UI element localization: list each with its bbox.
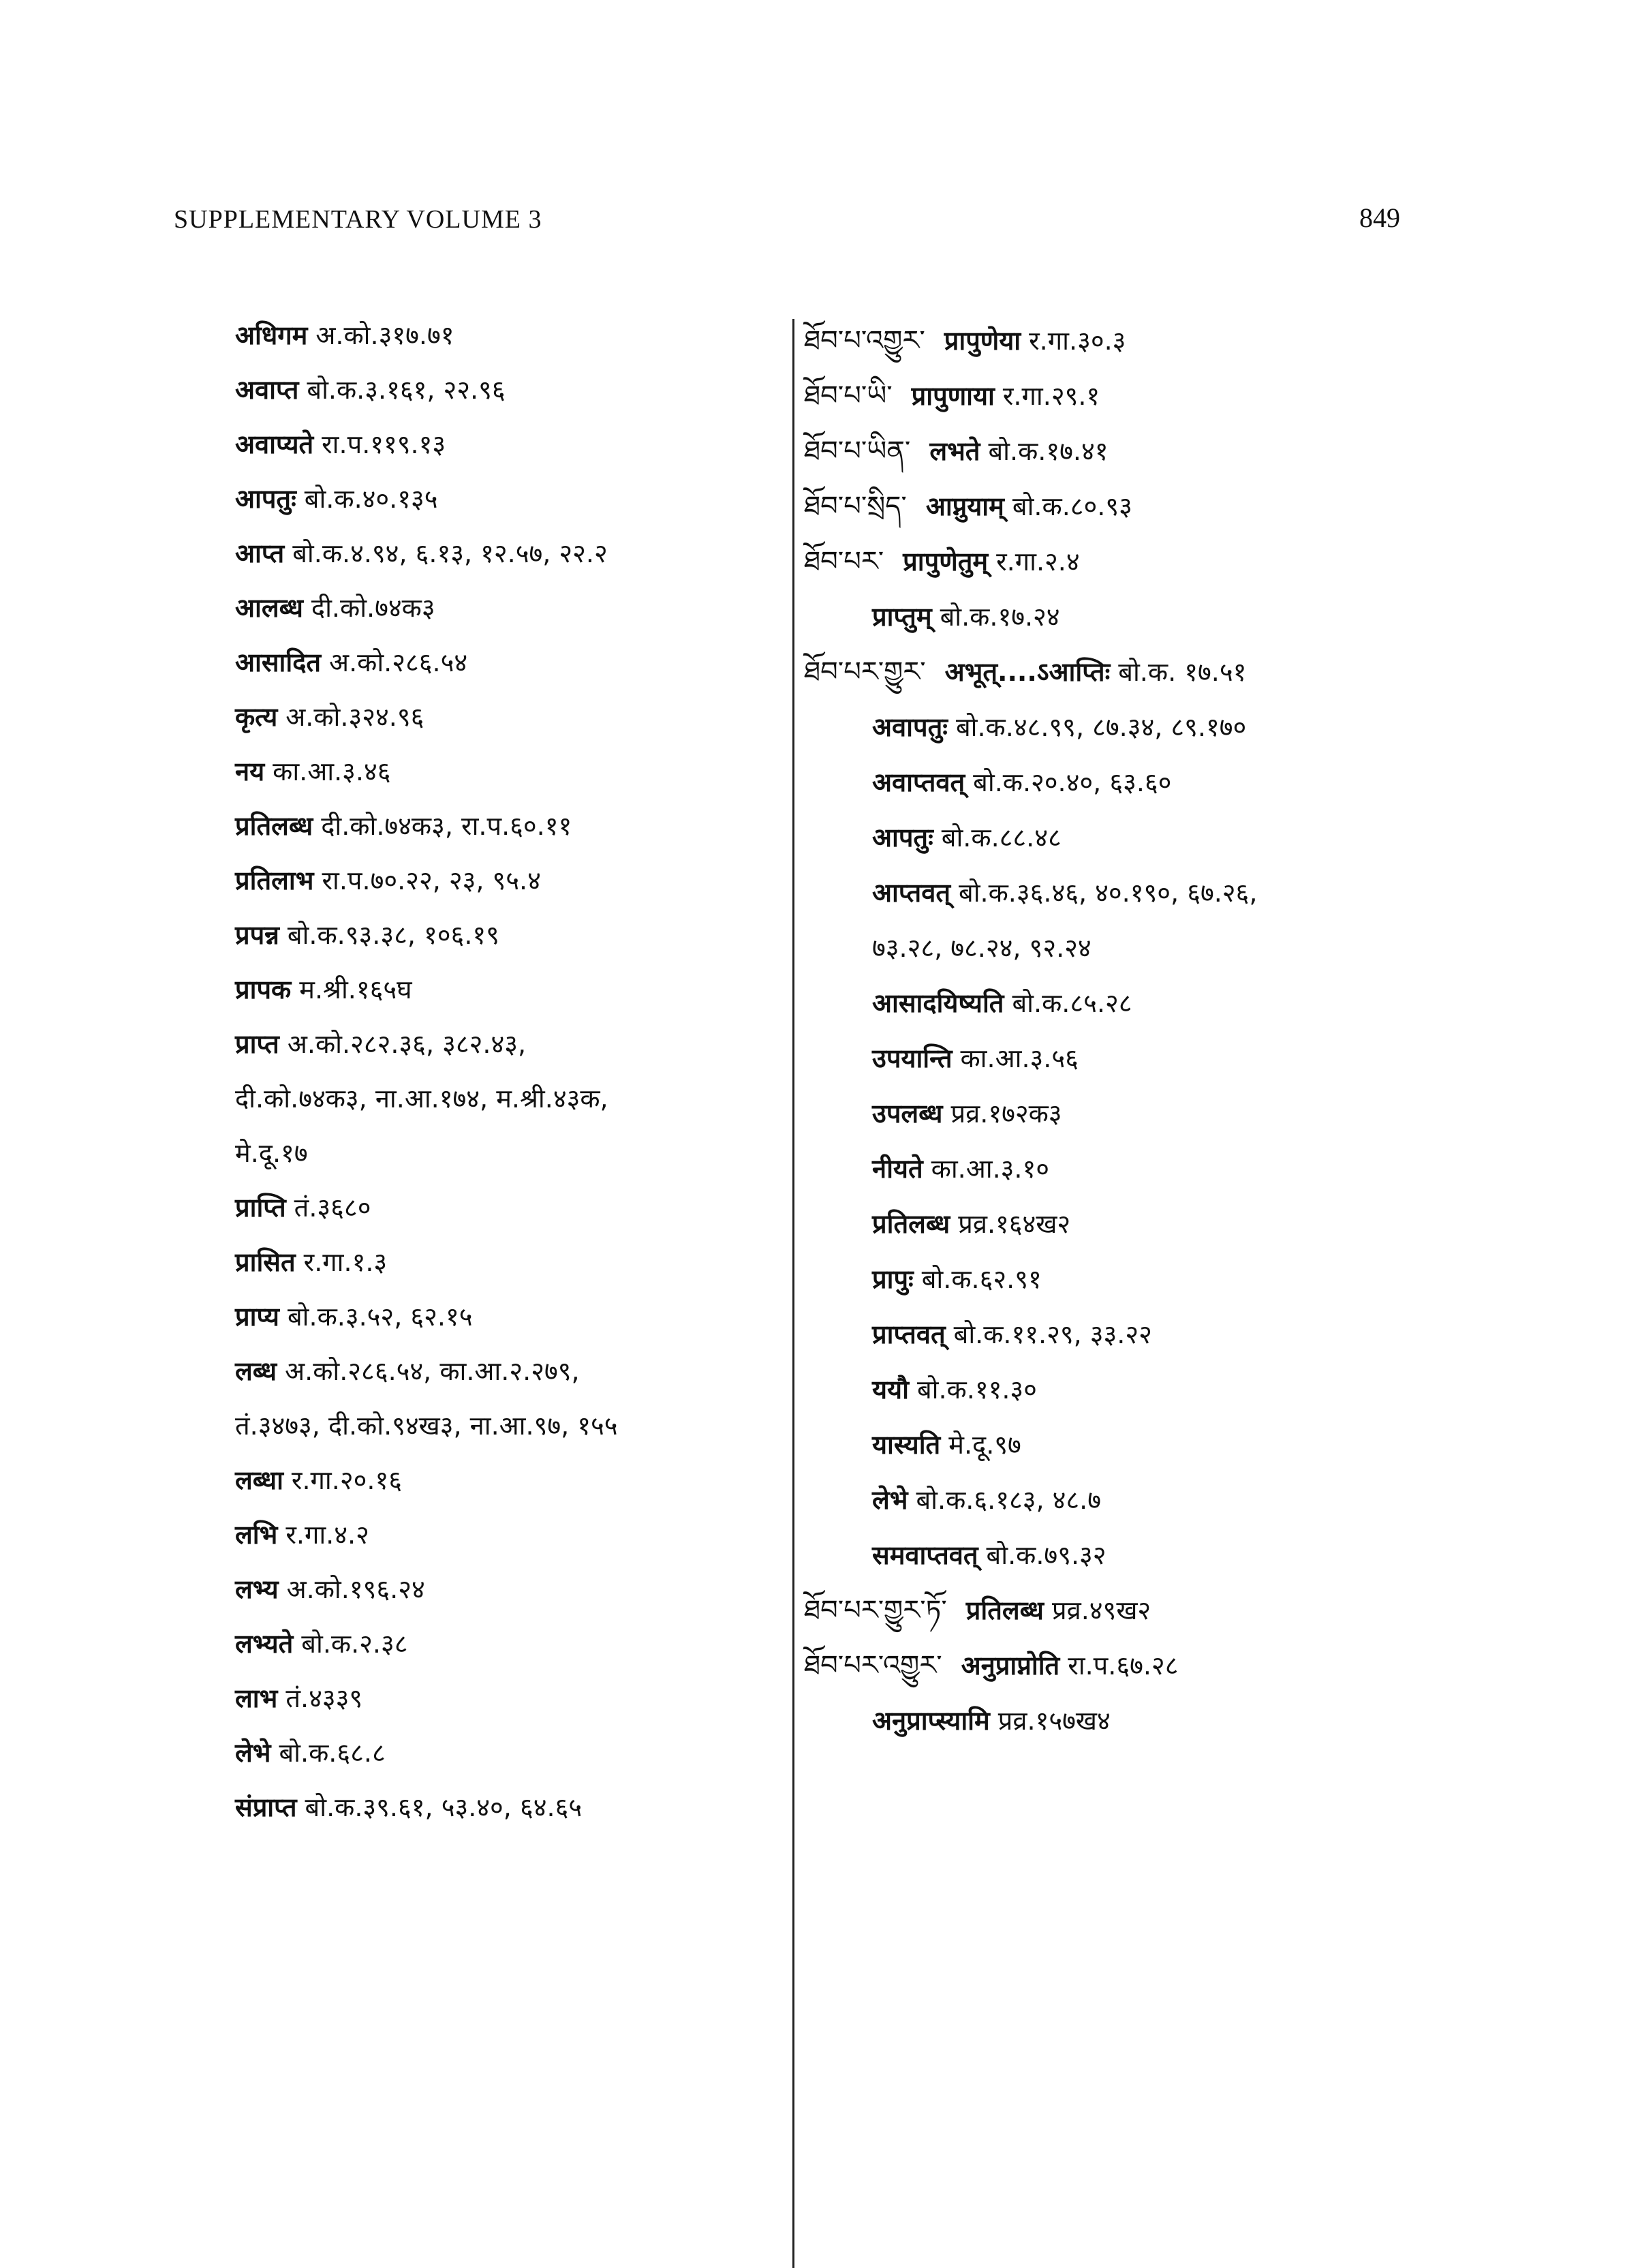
reference: र.गा.२९.१ bbox=[1002, 381, 1100, 411]
entry-line bbox=[804, 1418, 1417, 1473]
reference: र.गा.१.३ bbox=[303, 1247, 388, 1277]
entry-line bbox=[804, 1473, 1417, 1528]
right-column bbox=[804, 313, 1417, 1749]
reference: बो.क.३६.४६, ४०.१९०, ६७.२६, bbox=[959, 878, 1258, 908]
entry-line bbox=[235, 1398, 780, 1453]
entry-line bbox=[804, 479, 1417, 534]
reference: र.गा.३०.३ bbox=[1029, 326, 1126, 356]
reference: अ.को.३१७.७१ bbox=[315, 320, 454, 350]
reference: बो.क.८०.९३ bbox=[1012, 491, 1132, 521]
entry-line bbox=[235, 1071, 780, 1126]
entry-line bbox=[804, 1307, 1417, 1362]
entry-line bbox=[235, 853, 780, 908]
reference: बो.क.४.९४, ६.१३, १२.५७, २२.२ bbox=[292, 538, 608, 568]
headword: प्रासित bbox=[235, 1247, 296, 1277]
headword: लभि bbox=[235, 1520, 278, 1550]
entry-line bbox=[235, 1235, 780, 1289]
headword: ययौ bbox=[872, 1375, 909, 1405]
running-head: SUPPLEMENTARY VOLUME 3 bbox=[174, 205, 542, 234]
headword: अनुप्राप्नोति bbox=[961, 1651, 1060, 1681]
reference: बो.क.९३.३८, १०६.१९ bbox=[287, 920, 499, 950]
headword: आप्तवत् bbox=[872, 878, 950, 908]
entry-line bbox=[235, 1180, 780, 1235]
headword: प्राप्तुम् bbox=[872, 602, 932, 632]
reference: मे.दू.९७ bbox=[948, 1430, 1021, 1460]
reference: बो.क.१७.४१ bbox=[988, 436, 1109, 466]
headword: आसादयिष्यति bbox=[872, 988, 1004, 1018]
headword: आपतुः bbox=[872, 823, 933, 853]
entry-line bbox=[804, 1141, 1417, 1197]
entry-line bbox=[235, 526, 780, 581]
entry-line bbox=[235, 1671, 780, 1726]
left-column bbox=[235, 308, 780, 1835]
headword: उपलब्ध bbox=[872, 1099, 943, 1129]
tibetan-term: ཐོབ་པ་ཡིན་ bbox=[804, 435, 911, 467]
reference: प्रव्र.४९ख२ bbox=[1051, 1595, 1151, 1625]
reference: अ.को.२८६.५४, का.आ.२.२७९, bbox=[285, 1356, 580, 1386]
reference: अ.को.२८२.३६, ३८२.४३, bbox=[287, 1029, 527, 1059]
entry-line bbox=[235, 581, 780, 635]
entry-line bbox=[235, 908, 780, 962]
headword: अवाप्यते bbox=[235, 429, 314, 459]
headword: प्रापुणेतुम् bbox=[903, 547, 989, 577]
entry-line bbox=[235, 1616, 780, 1671]
reference: अ.को.३२४.९६ bbox=[285, 702, 424, 732]
headword: अभूत्....ऽआप्तिः bbox=[944, 657, 1111, 687]
reference: बो.क.११.२९, ३३.२२ bbox=[953, 1319, 1152, 1349]
reference: रा.प.११९.१३ bbox=[322, 429, 446, 459]
headword: आसादित bbox=[235, 647, 322, 677]
headword: प्रतिलब्ध bbox=[965, 1595, 1044, 1625]
entry-line bbox=[235, 744, 780, 799]
entry-line bbox=[804, 1252, 1417, 1307]
reference: र.गा.४.२ bbox=[285, 1520, 369, 1550]
entry-line bbox=[235, 1453, 780, 1507]
headword: प्राप्य bbox=[235, 1302, 279, 1332]
headword: कृत्य bbox=[235, 702, 278, 732]
headword: प्राप्तवत् bbox=[872, 1319, 946, 1349]
headword: अवाप्तवत् bbox=[872, 767, 965, 797]
headword: नय bbox=[235, 756, 265, 786]
headword: लाभ bbox=[235, 1683, 278, 1713]
headword: प्राप्त bbox=[235, 1029, 279, 1059]
headword: आपतुः bbox=[235, 484, 296, 514]
reference: प्रव्र.१७२क३ bbox=[950, 1099, 1062, 1129]
entry-line bbox=[235, 1344, 780, 1398]
entry-line bbox=[235, 1726, 780, 1780]
entry-line bbox=[804, 755, 1417, 810]
reference: मे.दू.१७ bbox=[235, 1138, 308, 1168]
reference: बो.क.७९.३२ bbox=[986, 1540, 1106, 1570]
headword: आलब्ध bbox=[235, 593, 303, 623]
headword: प्रतिलाभ bbox=[235, 865, 314, 895]
headword: प्रापुणाया bbox=[911, 381, 995, 411]
entry-line bbox=[804, 534, 1417, 589]
entry-line bbox=[804, 424, 1417, 479]
tibetan-term: ཐོབ་པ་སྲིད་ bbox=[804, 491, 907, 522]
reference: का.आ.३.१० bbox=[931, 1154, 1050, 1184]
headword: यास्यति bbox=[872, 1430, 941, 1460]
reference: अ.को.१९६.२४ bbox=[286, 1574, 425, 1604]
headword: समवाप्तवत् bbox=[872, 1540, 978, 1570]
entry-line bbox=[804, 1362, 1417, 1418]
headword: लेभे bbox=[872, 1485, 908, 1515]
headword: नीयते bbox=[872, 1154, 923, 1184]
entry-line bbox=[804, 810, 1417, 865]
entry-line bbox=[235, 1126, 780, 1180]
tibetan-term: ཐོབ་པར་གྱུར་ bbox=[804, 656, 926, 688]
reference: बो.क.६.१८३, ४८.७ bbox=[916, 1485, 1102, 1515]
reference: तं.३४७३, दी.को.९४ख३, ना.आ.९७, १५५ bbox=[235, 1411, 618, 1441]
entry-line bbox=[804, 976, 1417, 1031]
reference: बो.क.६८.८ bbox=[279, 1738, 386, 1768]
headword: लभ्यते bbox=[235, 1629, 294, 1659]
headword: लब्धा bbox=[235, 1465, 283, 1495]
tibetan-term: ཐོབ་པ་འགྱུར་ bbox=[804, 325, 925, 356]
entry-line bbox=[235, 1562, 780, 1616]
reference: बो.क.८८.४८ bbox=[941, 823, 1062, 853]
reference: प्रव्र.१५७ख४ bbox=[997, 1706, 1111, 1736]
headword: आप्त bbox=[235, 538, 285, 568]
headword: प्रपन्न bbox=[235, 920, 279, 950]
entry-line bbox=[235, 472, 780, 526]
reference: बो.क.३९.६१, ५३.४०, ६४.६५ bbox=[305, 1792, 583, 1822]
entry-line bbox=[804, 1638, 1417, 1694]
reference: दी.को.७४क३ bbox=[311, 593, 435, 623]
entry-line bbox=[235, 1017, 780, 1071]
page-number: 849 bbox=[1359, 202, 1400, 233]
entry-line bbox=[804, 1197, 1417, 1252]
tibetan-term: ཐོབ་པ་ཡི་ bbox=[804, 380, 893, 412]
reference: रा.प.६७.२८ bbox=[1068, 1651, 1179, 1681]
entry-line bbox=[235, 690, 780, 744]
reference: रा.प.७०.२२, २३, ९५.४ bbox=[322, 865, 541, 895]
reference: बो.क.११.३० bbox=[916, 1375, 1037, 1405]
reference: तं.३६८० bbox=[294, 1193, 371, 1223]
entry-line bbox=[804, 1086, 1417, 1141]
reference: अ.को.२८६.५४ bbox=[329, 647, 468, 677]
tibetan-term: ཐོབ་པར་འགྱུར་ bbox=[804, 1650, 942, 1681]
headword: उपयान्ति bbox=[872, 1043, 953, 1073]
reference: बो.क. १७.५१ bbox=[1118, 657, 1247, 687]
headword: प्रतिलब्ध bbox=[872, 1209, 950, 1239]
reference: म.श्री.१६५घ bbox=[299, 975, 412, 1005]
entry-line bbox=[804, 1528, 1417, 1583]
headword: प्राप्ति bbox=[235, 1193, 286, 1223]
headword: प्रापक bbox=[235, 975, 292, 1005]
reference: बो.क.४०.१३५ bbox=[304, 484, 438, 514]
entry-line bbox=[235, 799, 780, 853]
headword: अधिगम bbox=[235, 320, 308, 350]
headword: प्रापुः bbox=[872, 1264, 914, 1294]
reference: र.गा.२.४ bbox=[996, 547, 1080, 577]
reference: बो.क.३.१६१, २२.९६ bbox=[307, 375, 506, 405]
entry-line bbox=[235, 308, 780, 363]
headword: प्रतिलब्ध bbox=[235, 811, 313, 841]
reference: बो.क.२.३८ bbox=[301, 1629, 408, 1659]
headword: लब्ध bbox=[235, 1356, 277, 1386]
headword: प्रापुणेया bbox=[944, 326, 1021, 356]
entry-line bbox=[235, 363, 780, 417]
entry-line bbox=[804, 865, 1417, 921]
entry-line bbox=[235, 635, 780, 690]
headword: अवापतुः bbox=[872, 712, 948, 742]
tibetan-term: ཐོབ་པར་གྱུར་ཏོ་ bbox=[804, 1595, 947, 1626]
entry-line bbox=[804, 1031, 1417, 1086]
reference: दी.को.७४क३, ना.आ.१७४, म.श्री.४३क, bbox=[235, 1084, 608, 1114]
reference: तं.४३३९ bbox=[285, 1683, 363, 1713]
entry-line bbox=[235, 1507, 780, 1562]
reference: र.गा.२०.१६ bbox=[291, 1465, 402, 1495]
headword: लभते bbox=[929, 436, 980, 466]
reference: बो.क.३.५२, ६२.१५ bbox=[287, 1302, 473, 1332]
reference: बो.क.८५.२८ bbox=[1012, 988, 1132, 1018]
entry-line bbox=[235, 1289, 780, 1344]
reference: प्रव्र.१६४ख२ bbox=[958, 1209, 1071, 1239]
reference: का.आ.३.५६ bbox=[960, 1043, 1079, 1073]
reference: का.आ.३.४६ bbox=[273, 756, 391, 786]
headword: लभ्य bbox=[235, 1574, 279, 1604]
entry-line bbox=[235, 962, 780, 1017]
tibetan-term: ཐོབ་པར་ bbox=[804, 546, 884, 577]
entry-line bbox=[804, 1583, 1417, 1638]
entry-line bbox=[804, 313, 1417, 369]
entry-line bbox=[235, 417, 780, 472]
headword: आप्नुयाम् bbox=[925, 491, 1004, 521]
reference: बो.क.२०.४०, ६३.६० bbox=[973, 767, 1172, 797]
reference: ७३.२८, ७८.२४, ९२.२४ bbox=[872, 933, 1092, 963]
reference: बो.क.४८.९९, ८७.३४, ८९.१७० bbox=[955, 712, 1247, 742]
entry-line bbox=[804, 369, 1417, 424]
entry-line bbox=[804, 921, 1417, 976]
column-divider bbox=[792, 319, 794, 2268]
reference: दी.को.७४क३, रा.प.६०.११ bbox=[321, 811, 572, 841]
headword: संप्राप्त bbox=[235, 1792, 297, 1822]
reference: बो.क.१७.२४ bbox=[940, 602, 1060, 632]
headword: अनुप्राप्स्यामि bbox=[872, 1706, 990, 1736]
headword: लेभे bbox=[235, 1738, 271, 1768]
reference: बो.क.६२.९१ bbox=[921, 1264, 1042, 1294]
entry-line bbox=[235, 1780, 780, 1835]
entry-line bbox=[804, 645, 1417, 700]
headword: अवाप्त bbox=[235, 375, 299, 405]
entry-line bbox=[804, 1694, 1417, 1749]
entry-line bbox=[804, 589, 1417, 645]
entry-line bbox=[804, 700, 1417, 755]
